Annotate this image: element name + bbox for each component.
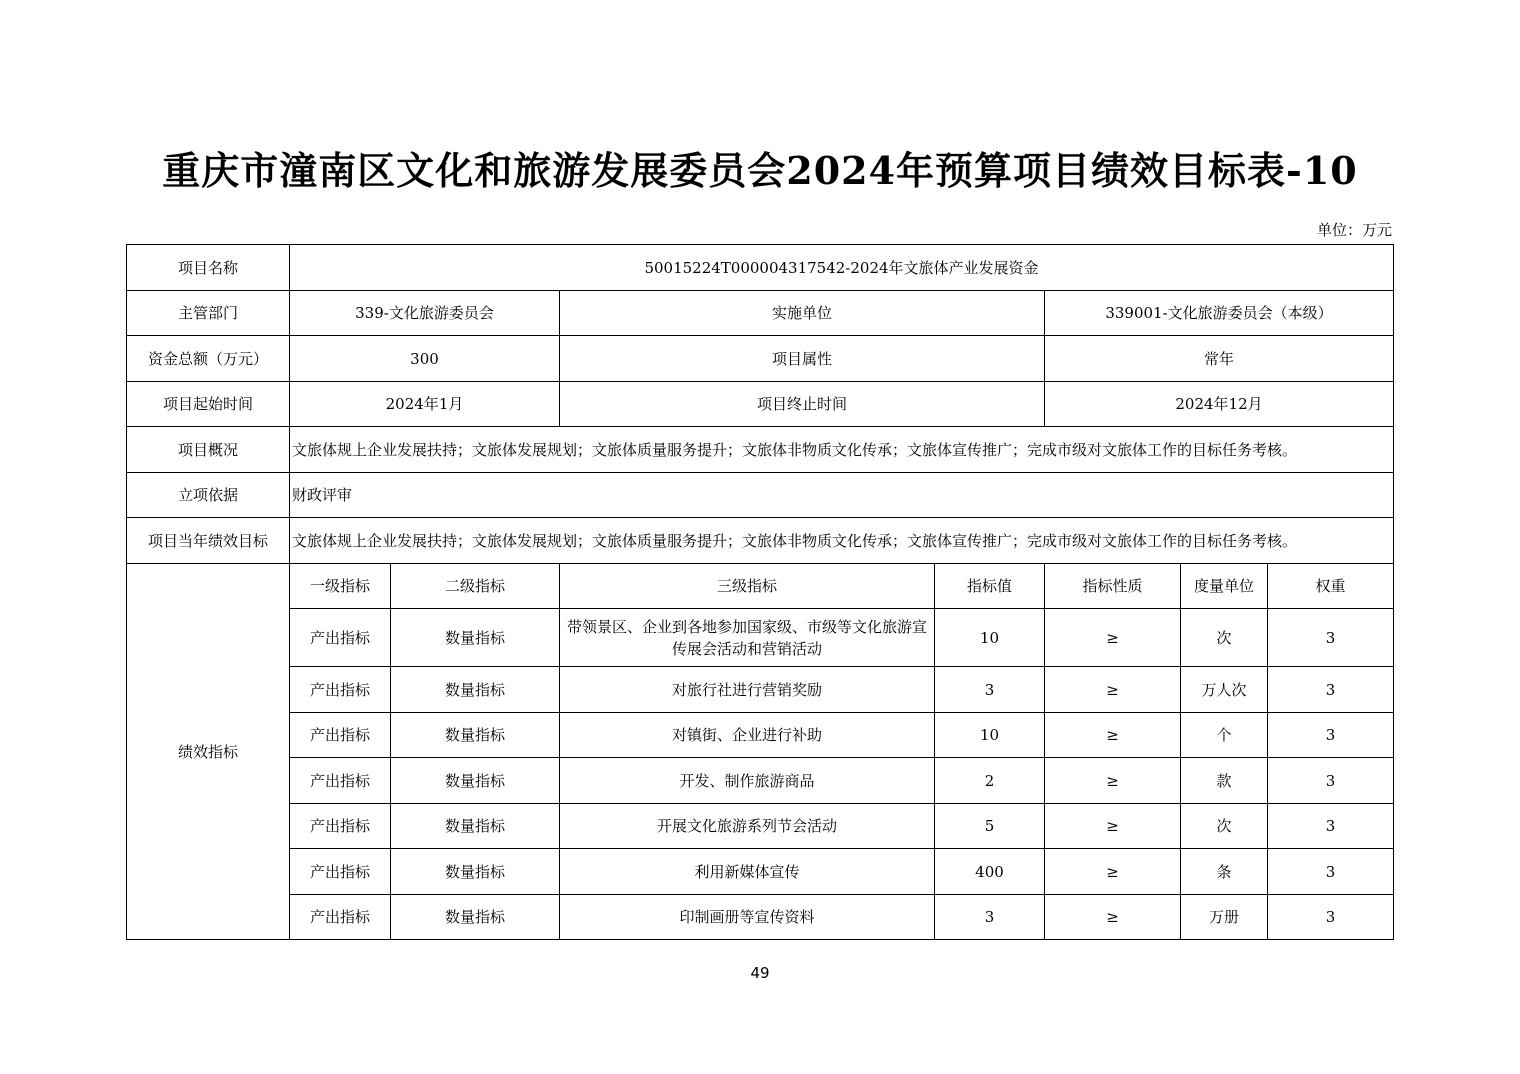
- unit-cell: 万册: [1181, 895, 1268, 940]
- indicator-row: [127, 758, 1394, 804]
- level1-cell: 产出指标: [290, 804, 391, 849]
- indicator-header-row: [127, 564, 1394, 609]
- unit-cell: 条: [1181, 849, 1268, 895]
- level3-cell: 开展文化旅游系列节会活动: [560, 804, 935, 849]
- level2-cell: 数量指标: [391, 849, 560, 895]
- header-weight: 权重: [1268, 564, 1394, 609]
- indicator-row: [127, 667, 1394, 713]
- unit-cell: 次: [1181, 609, 1268, 667]
- indicator-row: [127, 713, 1394, 758]
- weight-cell: 3: [1268, 895, 1394, 940]
- row-department: [127, 291, 1394, 336]
- dept-value: 339-文化旅游委员会: [290, 291, 560, 336]
- nature-cell: ≥: [1045, 667, 1181, 713]
- nature-cell: ≥: [1045, 713, 1181, 758]
- value-cell: 3: [935, 895, 1045, 940]
- weight-cell: 3: [1268, 849, 1394, 895]
- weight-cell: 3: [1268, 667, 1394, 713]
- level1-cell: 产出指标: [290, 758, 391, 804]
- start-label: 项目起始时间: [127, 382, 290, 427]
- level2-cell: 数量指标: [391, 804, 560, 849]
- project-name-value: 50015224T000004317542-2024年文旅体产业发展资金: [290, 245, 1394, 291]
- header-level3: 三级指标: [560, 564, 935, 609]
- row-project-name: [127, 245, 1394, 291]
- project-name-label: 项目名称: [127, 245, 290, 291]
- weight-cell: 3: [1268, 804, 1394, 849]
- indicator-row: [127, 609, 1394, 667]
- unit-cell: 次: [1181, 804, 1268, 849]
- value-cell: 2: [935, 758, 1045, 804]
- level1-cell: 产出指标: [290, 667, 391, 713]
- impl-label: 实施单位: [560, 291, 1045, 336]
- row-basis: [127, 473, 1394, 518]
- basis-label: 立项依据: [127, 473, 290, 518]
- unit-cell: 款: [1181, 758, 1268, 804]
- indicator-row: [127, 804, 1394, 849]
- impl-value: 339001-文化旅游委员会（本级）: [1045, 291, 1394, 336]
- basis-value: 财政评审: [290, 473, 1394, 518]
- header-value: 指标值: [935, 564, 1045, 609]
- goal-value: 文旅体规上企业发展扶持；文旅体发展规划；文旅体质量服务提升；文旅体非物质文化传承；文旅体宣传推广；完成市级对文旅体工作的目标任务考核。: [290, 518, 1394, 564]
- row-time: [127, 382, 1394, 427]
- weight-cell: 3: [1268, 609, 1394, 667]
- level2-cell: 数量指标: [391, 667, 560, 713]
- dept-label: 主管部门: [127, 291, 290, 336]
- nature-cell: ≥: [1045, 758, 1181, 804]
- overview-value: 文旅体规上企业发展扶持；文旅体发展规划；文旅体质量服务提升；文旅体非物质文化传承；文旅体宣传推广；完成市级对文旅体工作的目标任务考核。: [290, 427, 1394, 473]
- row-fund: [127, 336, 1394, 382]
- level2-cell: 数量指标: [391, 895, 560, 940]
- row-goal: [127, 518, 1394, 564]
- value-cell: 400: [935, 849, 1045, 895]
- unit-cell: 万人次: [1181, 667, 1268, 713]
- header-level2: 二级指标: [391, 564, 560, 609]
- level3-cell: 印制画册等宣传资料: [560, 895, 935, 940]
- level2-cell: 数量指标: [391, 609, 560, 667]
- level1-cell: 产出指标: [290, 609, 391, 667]
- nature-cell: ≥: [1045, 609, 1181, 667]
- value-cell: 5: [935, 804, 1045, 849]
- unit-cell: 个: [1181, 713, 1268, 758]
- level3-cell: 利用新媒体宣传: [560, 849, 935, 895]
- goal-label: 项目当年绩效目标: [127, 518, 290, 564]
- indicator-row: [127, 849, 1394, 895]
- level3-cell: 带领景区、企业到各地参加国家级、市级等文化旅游宣传展会活动和营销活动: [560, 609, 935, 667]
- page-title: 重庆市潼南区文化和旅游发展委员会2024年预算项目绩效目标表-10: [162, 148, 1358, 193]
- level2-cell: 数量指标: [391, 758, 560, 804]
- overview-label: 项目概况: [127, 427, 290, 473]
- level1-cell: 产出指标: [290, 713, 391, 758]
- page-number: 49: [750, 964, 770, 982]
- row-overview: [127, 427, 1394, 473]
- unit-label: 单位：万元: [1316, 221, 1392, 239]
- header-unit: 度量单位: [1181, 564, 1268, 609]
- indicator-section-label: 绩效指标: [127, 564, 290, 940]
- weight-cell: 3: [1268, 758, 1394, 804]
- attr-label: 项目属性: [560, 336, 1045, 382]
- fund-label: 资金总额（万元）: [127, 336, 290, 382]
- value-cell: 10: [935, 609, 1045, 667]
- end-value: 2024年12月: [1045, 382, 1394, 427]
- level3-cell: 开发、制作旅游商品: [560, 758, 935, 804]
- start-value: 2024年1月: [290, 382, 560, 427]
- nature-cell: ≥: [1045, 895, 1181, 940]
- weight-cell: 3: [1268, 713, 1394, 758]
- nature-cell: ≥: [1045, 804, 1181, 849]
- attr-value: 常年: [1045, 336, 1394, 382]
- value-cell: 10: [935, 713, 1045, 758]
- indicator-row: [127, 895, 1394, 940]
- level1-cell: 产出指标: [290, 849, 391, 895]
- level3-cell: 对镇街、企业进行补助: [560, 713, 935, 758]
- level1-cell: 产出指标: [290, 895, 391, 940]
- header-level1: 一级指标: [290, 564, 391, 609]
- header-nature: 指标性质: [1045, 564, 1181, 609]
- level2-cell: 数量指标: [391, 713, 560, 758]
- fund-value: 300: [290, 336, 560, 382]
- nature-cell: ≥: [1045, 849, 1181, 895]
- performance-table: [126, 244, 1394, 940]
- value-cell: 3: [935, 667, 1045, 713]
- level3-cell: 对旅行社进行营销奖励: [560, 667, 935, 713]
- end-label: 项目终止时间: [560, 382, 1045, 427]
